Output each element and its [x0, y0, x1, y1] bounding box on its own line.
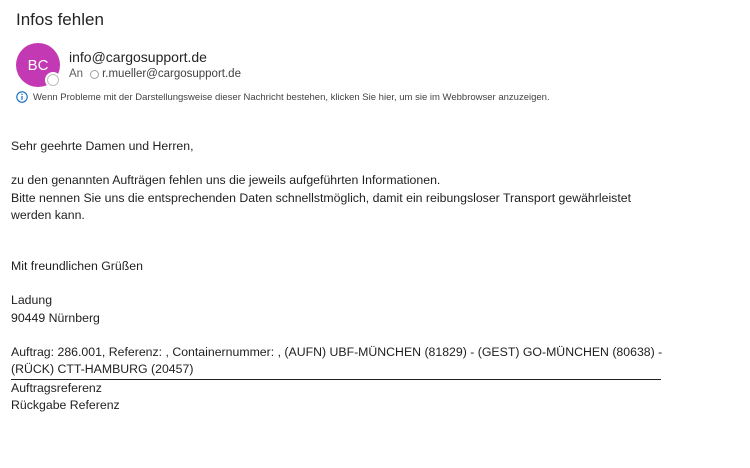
avatar-initials: BC	[27, 56, 49, 74]
recipient-row	[69, 68, 241, 80]
recipient-address[interactable]: r.mueller@cargosupport.de	[102, 68, 241, 80]
info-banner[interactable]	[16, 91, 550, 103]
presence-status-icon	[47, 74, 59, 86]
body-line-1: zu den genannten Aufträgen fehlen uns die jeweils aufgeführten Informationen.	[11, 173, 441, 188]
email-subject: Infos fehlen	[16, 10, 104, 29]
signature-line-1: Ladung	[11, 293, 53, 308]
body-line-2: Bitte nennen Sie uns die entsprechenden Daten schnellstmöglich, damit ein reibungsloser Transport gewährleistet werden kann.	[11, 190, 631, 222]
signature-line-2: 90449 Nürnberg	[11, 310, 100, 325]
email-body	[11, 138, 671, 414]
sender-address[interactable]: info@cargosupport.de	[69, 49, 207, 65]
to-label: An	[69, 68, 84, 80]
greeting: Sehr geehrte Damen und Herren,	[11, 139, 194, 153]
order-details: Auftrag: 286.001, Referenz: , Containernummer: , (AUFN) UBF-MÜNCHEN (81829) - (GEST) GO-MÜNCHEN (80638) - (RÜCK) CTT-HAMBURG (20457)	[11, 345, 663, 377]
info-banner-text: Wenn Probleme mit der Darstellungsweise dieser Nachricht bestehen, klicken Sie hier, um sie im Webbrowser anzuzeigen.	[33, 91, 550, 103]
recipient-presence-icon	[90, 70, 99, 79]
missing-field-1: Auftragsreferenz	[11, 380, 102, 395]
missing-field-2: Rückgabe Referenz	[11, 397, 120, 412]
info-icon	[16, 91, 28, 103]
closing: Mit freundlichen Grüßen	[11, 259, 143, 274]
